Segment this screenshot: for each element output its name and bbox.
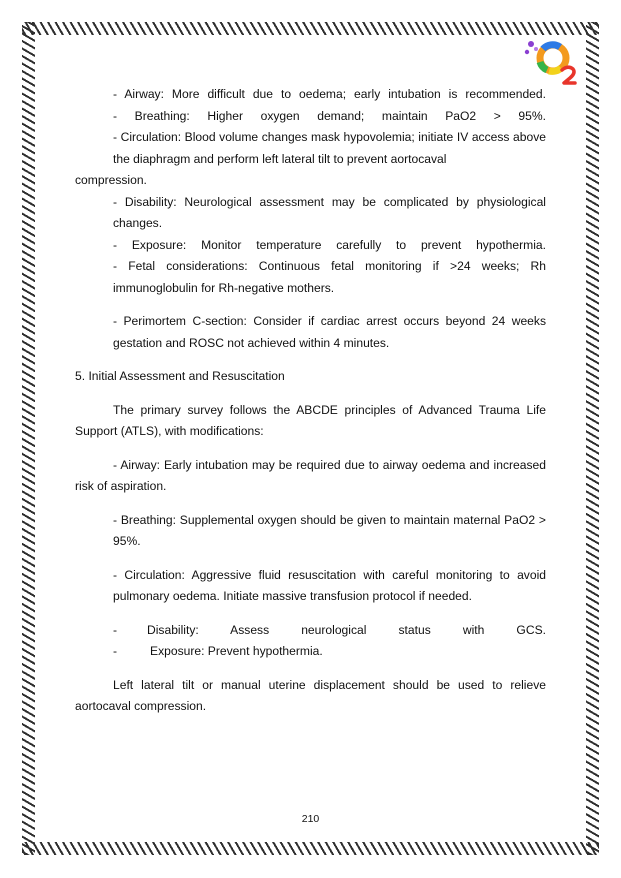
list-item-disability-2 <box>75 620 546 642</box>
list-item-circulation-continued: compression. <box>75 173 147 187</box>
list-item-circulation-2: - Circulation: Aggressive fluid resuscitation with careful monitoring to avoid pulmonary oedema. Initiate massive transfusion protocol if needed. <box>113 567 546 603</box>
list-item-breathing-2: - Breathing: Supplemental oxygen should be given to maintain maternal PaO2 > 95%. <box>113 512 546 548</box>
list-item-airway-2: - Airway: Early intubation may be required due to airway oedema and increased risk of aspiration. <box>75 457 546 493</box>
list-item-breathing: - Breathing: Higher oxygen demand; maintain PaO2 > 95%. <box>113 108 546 123</box>
list-dash: - <box>113 622 118 637</box>
list-dash: - <box>113 644 118 658</box>
list-item-disability-text: Disability: Assess neurological status with GCS. <box>147 622 546 637</box>
list-item-exposure-2 <box>75 641 546 663</box>
list-item-disability: - Disability: Neurological assessment may be complicated by physiological changes. <box>113 194 546 230</box>
page-content <box>75 84 546 718</box>
closing-paragraph: Left lateral tilt or manual uterine displacement should be used to relieve aortocaval compression. <box>75 677 546 713</box>
list-item-circulation: - Circulation: Blood volume changes mask hypovolemia; initiate IV access above the diaphragm and perform left lateral tilt to prevent aortocaval <box>113 130 546 166</box>
list-item-fetal: - Fetal considerations: Continuous fetal monitoring if >24 weeks; Rh immunoglobulin for Rh-negative mothers. <box>113 259 546 295</box>
perimortem-paragraph: - Perimortem C-section: Consider if cardiac arrest occurs beyond 24 weeks gestation and ROSC not achieved within 4 minutes. <box>113 314 546 350</box>
page-border-right <box>586 22 599 855</box>
page-border-top <box>22 22 599 35</box>
page-border-bottom <box>22 842 599 855</box>
intro-paragraph: The primary survey follows the ABCDE principles of Advanced Trauma Life Support (ATLS), with modifications: <box>75 402 546 438</box>
list-item-exposure: - Exposure: Monitor temperature carefully to prevent hypothermia. <box>113 237 546 252</box>
section-heading: 5. Initial Assessment and Resuscitation <box>75 369 285 383</box>
list-item-exposure-text: Exposure: Prevent hypothermia. <box>150 644 323 658</box>
page-number: 210 <box>301 813 320 825</box>
o2-logo-icon <box>523 36 579 88</box>
page-border-left <box>22 22 35 855</box>
list-item-airway: - Airway: More difficult due to oedema; early intubation is recommended. <box>113 87 546 101</box>
